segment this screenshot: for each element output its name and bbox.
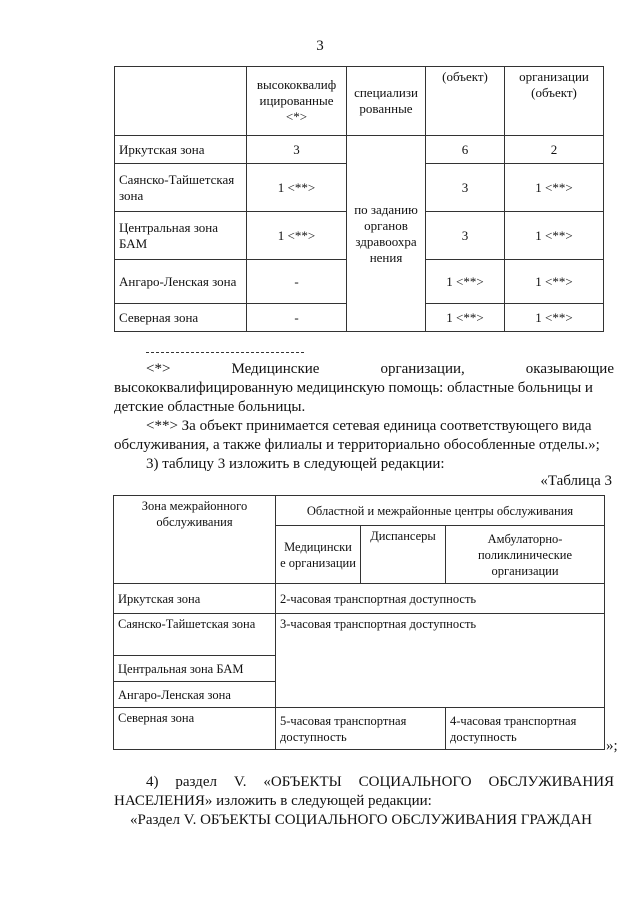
header-cell-zone: Зона межрайонного обслуживания bbox=[114, 496, 276, 584]
value-cell: 1 <**> bbox=[505, 304, 604, 332]
footnote-marker: <*> bbox=[146, 361, 171, 377]
zone-cell: Центральная зона БАМ bbox=[114, 656, 276, 682]
zone-cell: Северная зона bbox=[115, 304, 247, 332]
value-cell: 3 bbox=[426, 212, 505, 260]
value-cell: 5-часовая транспортная доступность bbox=[276, 708, 446, 750]
footnote-word: оказывающие bbox=[525, 361, 614, 377]
item-word: СОЦИАЛЬНОГО bbox=[358, 774, 472, 790]
item-word: V. bbox=[233, 774, 247, 790]
value-cell: 6 bbox=[426, 136, 505, 164]
value-cell: 4-часовая транспортная доступность bbox=[446, 708, 605, 750]
value-cell: 1 <**> bbox=[505, 260, 604, 304]
amendment-item-4-line bbox=[146, 773, 614, 792]
footnote-1-line: высококвалифицированную медицинскую помощь: областные больницы и bbox=[114, 380, 593, 396]
table-row bbox=[114, 584, 605, 614]
footnote-2-line: <**> За объект принимается сетевая единица соответствующего вида bbox=[146, 418, 592, 434]
zone-cell: Северная зона bbox=[114, 708, 276, 750]
amendment-item-4-line: НАСЕЛЕНИЯ» изложить в следующей редакции: bbox=[114, 793, 432, 809]
table-row bbox=[114, 614, 605, 656]
value-cell: - bbox=[247, 260, 347, 304]
value-cell: 2-часовая транспортная доступность bbox=[276, 584, 605, 614]
table-closing-mark: »; bbox=[606, 738, 618, 754]
section-heading: «Раздел V. ОБЪЕКТЫ СОЦИАЛЬНОГО ОБСЛУЖИВАНИЯ ГРАЖДАН bbox=[130, 812, 592, 828]
item-word: ОБСЛУЖИВАНИЯ bbox=[488, 774, 615, 790]
header-cell: (объект) bbox=[426, 67, 505, 136]
table-row bbox=[115, 136, 604, 164]
footnote-1-line: детские областные больницы. bbox=[114, 399, 306, 415]
footnote-word: Медицинские bbox=[231, 361, 320, 377]
footnote-separator bbox=[146, 352, 304, 353]
footnote-2-line: обслуживания, а также филиалы и территориально обособленные отделы.»; bbox=[114, 437, 600, 453]
table-header-row bbox=[114, 496, 605, 526]
footnote-1-line bbox=[146, 360, 614, 379]
service-centers-table bbox=[113, 495, 605, 750]
zone-cell: Центральная зона БАМ bbox=[115, 212, 247, 260]
header-cell: организации (объект) bbox=[505, 67, 604, 136]
value-cell: - bbox=[247, 304, 347, 332]
value-cell: 1 <**> bbox=[247, 164, 347, 212]
value-cell: 2 bbox=[505, 136, 604, 164]
value-cell: 1 <**> bbox=[505, 212, 604, 260]
zone-cell: Ангаро-Ленская зона bbox=[114, 682, 276, 708]
zone-cell: Саянско-Тайшетская зона bbox=[115, 164, 247, 212]
value-cell: 3-часовая транспортная доступность bbox=[276, 614, 605, 708]
page-number: 3 bbox=[316, 38, 324, 54]
value-cell: 1 <**> bbox=[247, 212, 347, 260]
footnote-word: организации, bbox=[380, 361, 465, 377]
value-cell: 1 <**> bbox=[505, 164, 604, 212]
header-cell: Диспансеры bbox=[361, 526, 446, 584]
item-word: 4) bbox=[146, 774, 159, 790]
value-cell: 3 bbox=[247, 136, 347, 164]
table-3-title: «Таблица 3 bbox=[540, 473, 612, 489]
item-word: «ОБЪЕКТЫ bbox=[263, 774, 342, 790]
zone-cell: Иркутская зона bbox=[115, 136, 247, 164]
value-cell: 1 <**> bbox=[426, 260, 505, 304]
table-header-row bbox=[115, 67, 604, 136]
zone-cell: Ангаро-Ленская зона bbox=[115, 260, 247, 304]
item-word: раздел bbox=[175, 774, 217, 790]
table-row bbox=[114, 708, 605, 750]
header-cell bbox=[115, 67, 247, 136]
header-cell: Медицински е организации bbox=[276, 526, 361, 584]
header-cell-group: Областной и межрайонные центры обслуживания bbox=[276, 496, 605, 526]
zones-objects-table bbox=[114, 66, 604, 332]
amendment-item-3: 3) таблицу 3 изложить в следующей редакции: bbox=[146, 456, 445, 472]
header-cell: Амбулаторно-поликлинические организации bbox=[446, 526, 605, 584]
header-cell: специализи рованные bbox=[347, 67, 426, 136]
value-cell: 1 <**> bbox=[426, 304, 505, 332]
merged-cell: по заданию органов здравоохра нения bbox=[347, 136, 426, 332]
header-cell: высококвалиф ицированные <*> bbox=[247, 67, 347, 136]
zone-cell: Иркутская зона bbox=[114, 584, 276, 614]
zone-cell: Саянско-Тайшетская зона bbox=[114, 614, 276, 656]
value-cell: 3 bbox=[426, 164, 505, 212]
